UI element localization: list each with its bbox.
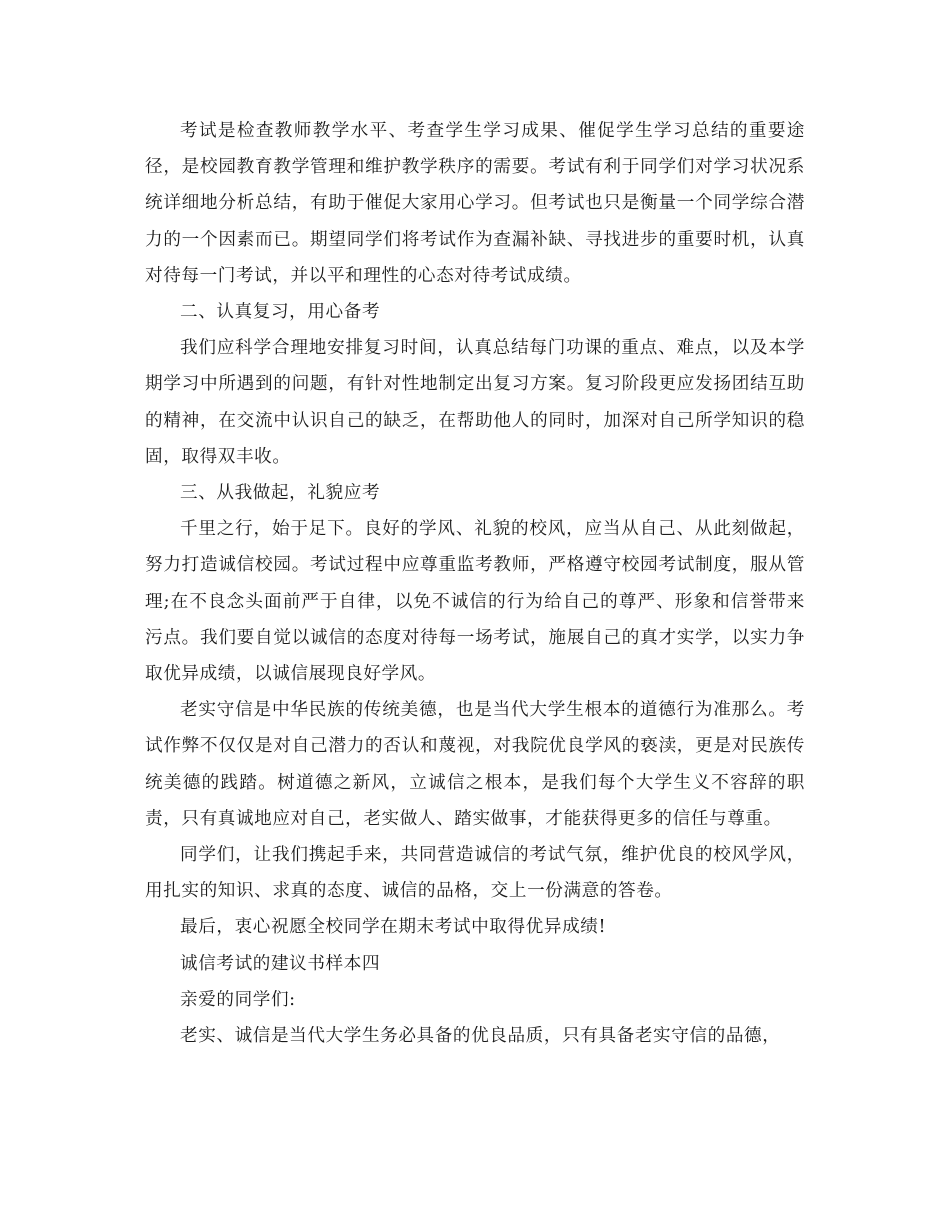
paragraph-exam-purpose: 考试是检查教师教学水平、考查学生学习成果、催促学生学习总结的重要途径，是校园教育教学管理和维护教学秩序的需要。考试有利于同学们对学习状况系统详细地分析总结，有助于催促大家用心学习。但考试也只是衡量一个同学综合潜力的一个因素而已。期望同学们将考试作为查漏补缺、寻找进步的重要时机，认真对待每一门考试，并以平和理性的心态对待考试成绩。 [145,121,805,286]
heading-review-carefully: 二、认真复习，用心备考 [180,302,381,323]
paragraph-honest-campus: 千里之行，始于足下。良好的学风、礼貌的校风，应当从自己、从此刻做起，努力打造诚信校园。考试过程中应尊重监考教师，严格遵守校园考试制度，服从管理;在不良念头面前严于自律，以免不诚信的行为给自己的尊严、形象和信誉带来污点。我们要自觉以诚信的态度对待每一场考试，施展自己的真才实学，以实力争取优异成绩，以诚信展现良好学风。 [145,519,805,685]
salutation: 亲爱的同学们: [180,989,296,1010]
section-title-sample-four: 诚信考试的建议书样本四 [180,953,381,974]
paragraph-call-to-action: 同学们，让我们携起手来，共同营造诚信的考试气氛，维护优良的校风学风，用扎实的知识、求真的态度、诚信的品格，交上一份满意的答卷。 [145,845,805,902]
paragraph-integrity-quality: 老实、诚信是当代大学生务必具备的优良品质，只有具备老实守信的品德， [180,1026,781,1047]
paragraph-review-plan: 我们应科学合理地安排复习时间，认真总结每门功课的重点、难点，以及本学期学习中所遇到的问题，有针对性地制定出复习方案。复习阶段更应发扬团结互助的精神，在交流中认识自己的缺乏，在帮助他人的同时，加深对自己所学知识的稳固，取得双丰收。 [145,338,805,467]
heading-polite-exam: 三、从我做起，礼貌应考 [180,483,381,504]
paragraph-closing-wish: 最后，衷心祝愿全校同学在期末考试中取得优异成绩! [180,917,607,938]
document-page [145,113,805,1054]
paragraph-integrity-virtue: 老实守信是中华民族的传统美德，也是当代大学生根本的道德行为准那么。考试作弊不仅仅是对自己潜力的否认和蔑视，对我院优良学风的亵渎，更是对民族传统美德的践踏。树道德之新风，立诚信之根本，是我们每个大学生义不容辞的职责，只有真诚地应对自己，老实做人、踏实做事，才能获得更多的信任与尊重。 [145,700,805,829]
